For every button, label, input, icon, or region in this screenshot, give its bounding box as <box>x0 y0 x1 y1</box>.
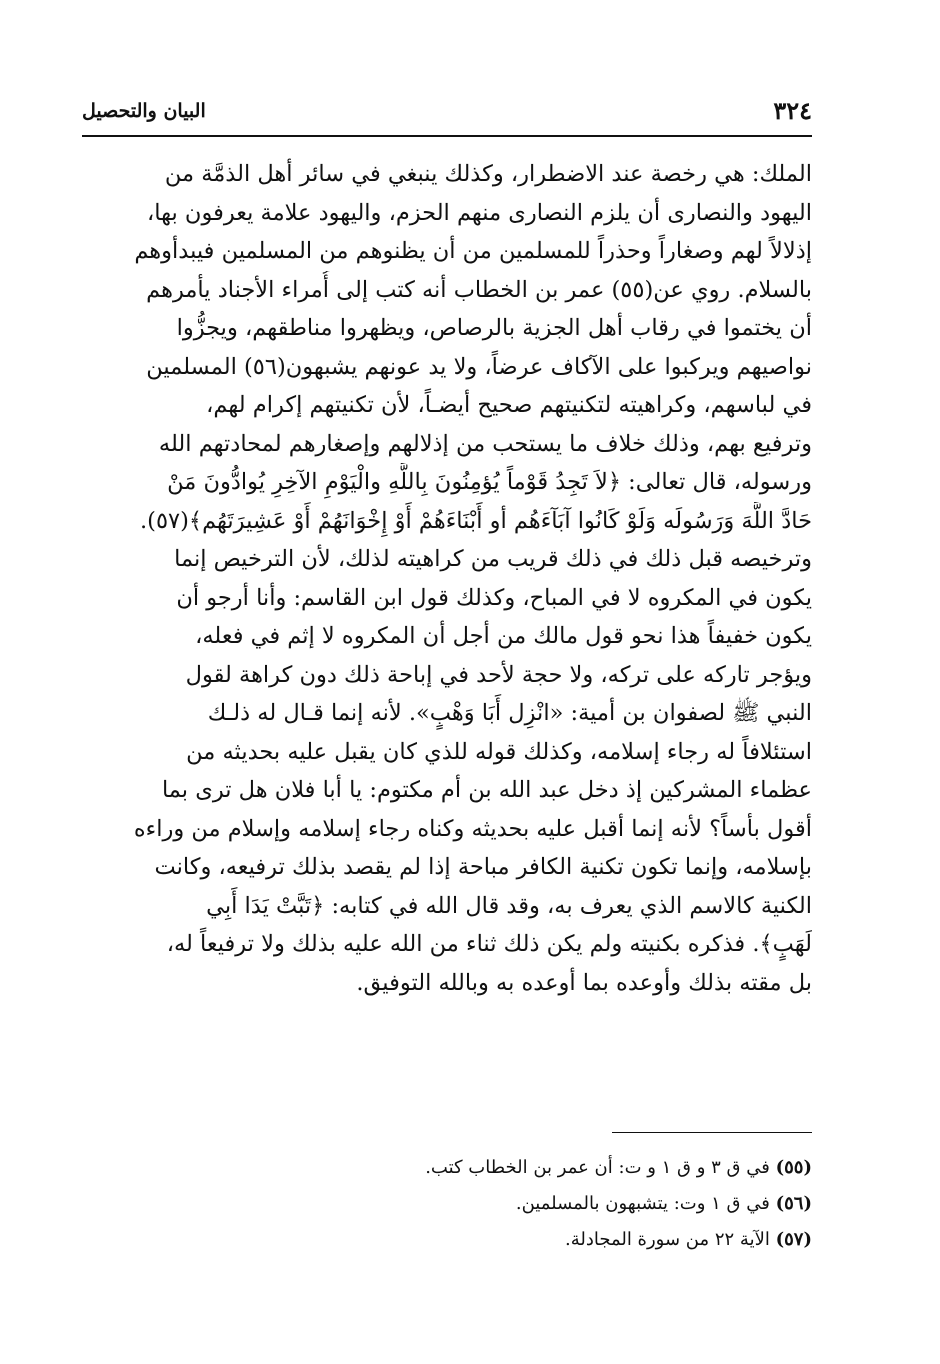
text-line: يكون خفيفاً هذا نحو قول مالك من أجل أن المكروه لا إثم في فعله، <box>195 623 812 649</box>
text-line: بإسلامه، وإنما تكون تكنية الكافر مباحة إذا لم يقصد بذلك ترفيعه، وكانت <box>154 854 812 880</box>
running-title: البيان والتحصيل <box>82 100 206 122</box>
footnote-text: في ق ١ وت: يتشبهون بالمسلمين. <box>515 1193 770 1214</box>
footnote <box>82 1150 812 1186</box>
footnote-number: (٥٦) <box>775 1193 812 1214</box>
footnote <box>82 1186 812 1222</box>
footnote-text: في ق ٣ و ق ١ و ت: أن عمر بن الخطاب كتب. <box>425 1157 770 1178</box>
text-line: أقول بأساً؟ لأنه إنما أقبل عليه بحديثه وكناه رجاء إسلامه وإسلام من وراءه <box>133 815 812 842</box>
text-line: أن يختموا في رقاب أهل الجزية بالرصاص، ويظهروا مناطقهم، ويجزُّوا <box>176 315 812 341</box>
text-line: يكون في المكروه لا في المباح، وكذلك قول ابن القاسم: وأنا أرجو أن <box>176 584 812 611</box>
text-line: بالسلام. روي عن(٥٥) عمر بن الخطاب أنه كتب إلى أُمراء الأجناد يأمرهم <box>146 276 812 303</box>
text-line: لَهَبٍ﴾. فذكره بكنيته ولم يكن ذلك ثناء من الله عليه بذلك ولا ترفيعاً له، <box>166 931 812 957</box>
text-line: في لباسهم، وكراهيته لتكنيتهم صحيح أيضـاً، لأن تكنيتهم إكرام لهم، <box>206 392 812 418</box>
footnote-number: (٥٧) <box>775 1229 812 1250</box>
footnote-divider <box>612 1132 812 1133</box>
text-line: وترخيصه قبل ذلك في ذلك قريب من كراهيته لذلك، لأن الترخيص إنما <box>174 546 812 572</box>
page-number: ٣٢٤ <box>773 96 812 125</box>
text-line: عظماء المشركين إذ دخل عبد الله بن أم مكتوم: يا أبا فلان هل ترى بما <box>161 777 812 803</box>
text-line: ويؤجر تاركه على تركه، ولا حجة لأحد في إباحة ذلك دون كراهة لقول <box>185 661 812 688</box>
text-line: الملك: هي رخصة عند الاضطرار، وكذلك ينبغي في سائر أهل الذمَّة من <box>164 161 812 187</box>
body-text <box>82 155 812 1002</box>
text-line: الكنية كالاسم الذي يعرف به، وقد قال الله في كتابه: ﴿تَبَّتْ يَدَا أَبِي <box>206 892 812 919</box>
text-line: نواصيهم ويركبوا على الآكاف عرضاً، ولا يد عونهم يشبهون(٥٦) المسلمين <box>146 353 812 380</box>
text-line: حَادَّ اللَّهَ وَرَسُولَه وَلَوْ كَانُوا آبَآءَهُم أو أَبْنَاءَهُمْ أَوْ إِخْوَانَهُمْ أَوْ عَشِيرَتَهُم﴾(٥٧). <box>140 507 812 534</box>
footnote-number: (٥٥) <box>775 1157 812 1178</box>
text-line: استئلافاً له رجاء إسلامه، وكذلك قوله للذي كان يقبل عليه بحديثه من <box>186 738 812 765</box>
text-line: وترفيع بهم، وذلك خلاف ما يستحب من إذلالهم وإصغارهم لمحادتهم الله <box>158 430 812 457</box>
text-line: اليهود والنصارى أن يلزم النصارى منهم الحزم، واليهود علامة يعرفون بها، <box>147 199 812 226</box>
footnote-text: الآية ٢٢ من سورة المجادلة. <box>564 1229 770 1250</box>
header-divider <box>82 135 812 137</box>
page-header <box>82 96 812 132</box>
footnote <box>82 1222 812 1258</box>
text-line: إذلالاً لهم وصغاراً وحذراً للمسلمين من أن يظنوهم من المسلمين فيبدأوهم <box>134 238 812 264</box>
text-line: ورسوله، قال تعالى: ﴿لاَ تَجِدُ قَوْماً يُؤمِنُونَ بِاللَّهِ والْيَوْمِ الآخِرِ يُوادُّونَ مَنْ <box>167 469 812 495</box>
footnotes <box>82 1150 812 1258</box>
text-line: بل مقته بذلك وأوعده بما أوعده به وبالله التوفيق. <box>356 969 812 996</box>
text-line: النبي ﷺ لصفوان بن أمية: «انْزِل أَبَا وَهْبٍ». لأنه إنما قـال له ذلـك <box>207 700 812 726</box>
